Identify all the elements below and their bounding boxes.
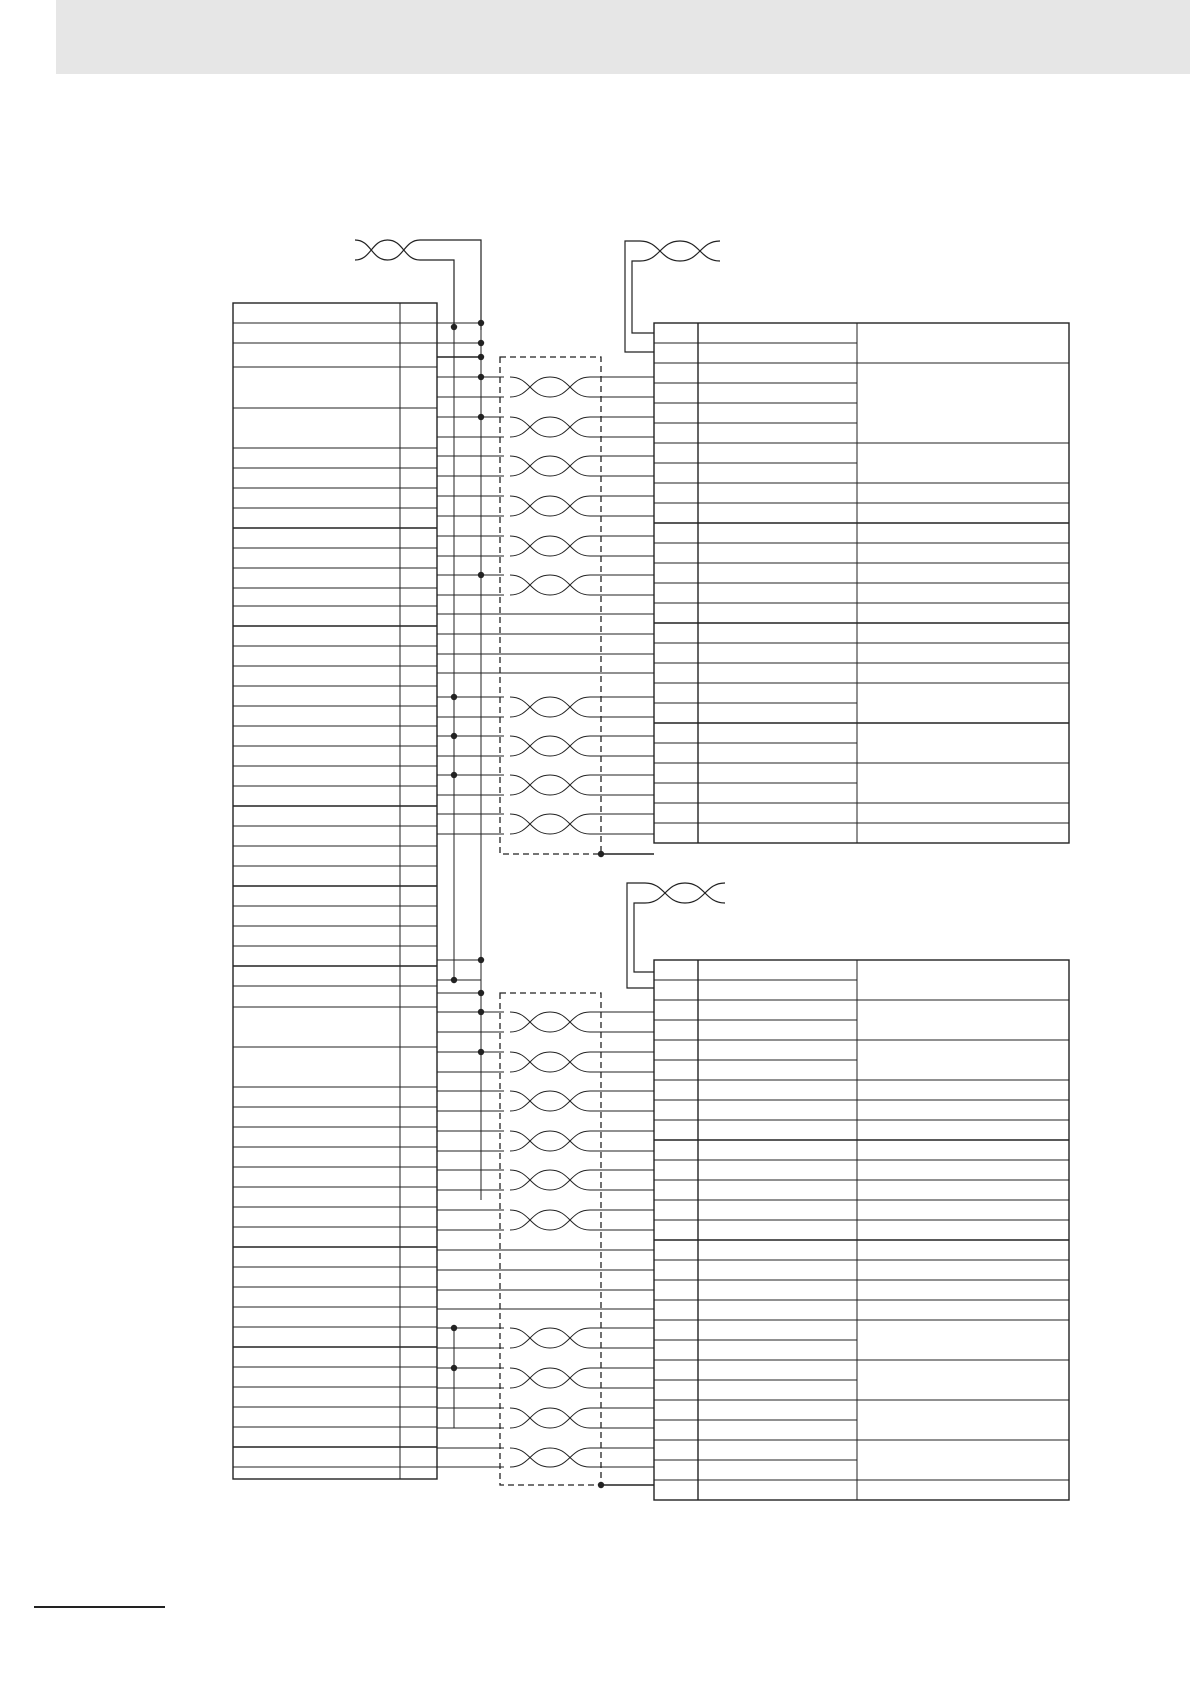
left-block-frame (233, 303, 437, 1479)
junction-dot (598, 1482, 604, 1488)
junction-dot (478, 414, 484, 420)
cable-lead (634, 903, 654, 972)
junction-dot (478, 374, 484, 380)
junction-dot (478, 340, 484, 346)
footer-rule (34, 1606, 165, 1608)
junction-dot (478, 990, 484, 996)
signal-wires (437, 241, 654, 1485)
junction-dot (598, 851, 604, 857)
junction-dot (478, 572, 484, 578)
junction-dot (451, 324, 457, 330)
junction-dot (451, 977, 457, 983)
junction-dot (451, 772, 457, 778)
junction-dot (451, 733, 457, 739)
junction-dots (451, 320, 604, 1488)
junction-dot (478, 957, 484, 963)
upper-right-connector (654, 323, 1069, 843)
lower-shield-box (500, 993, 601, 1485)
twisted-pairs (510, 377, 590, 1467)
left-terminal-block (233, 303, 437, 1479)
junction-dot (451, 1325, 457, 1331)
cable-lead (632, 261, 654, 333)
junction-dot (478, 1009, 484, 1015)
junction-dot (478, 320, 484, 326)
upper-shield-box (500, 357, 601, 854)
shield-groups (500, 357, 601, 1485)
junction-dot (451, 694, 457, 700)
cable-lead (420, 240, 481, 330)
connector-frame (654, 960, 1069, 1500)
junction-dot (451, 1365, 457, 1371)
junction-dot (478, 354, 484, 360)
lower-right-connector (654, 960, 1069, 1500)
cable-lead (625, 241, 654, 352)
junction-dot (478, 1049, 484, 1055)
